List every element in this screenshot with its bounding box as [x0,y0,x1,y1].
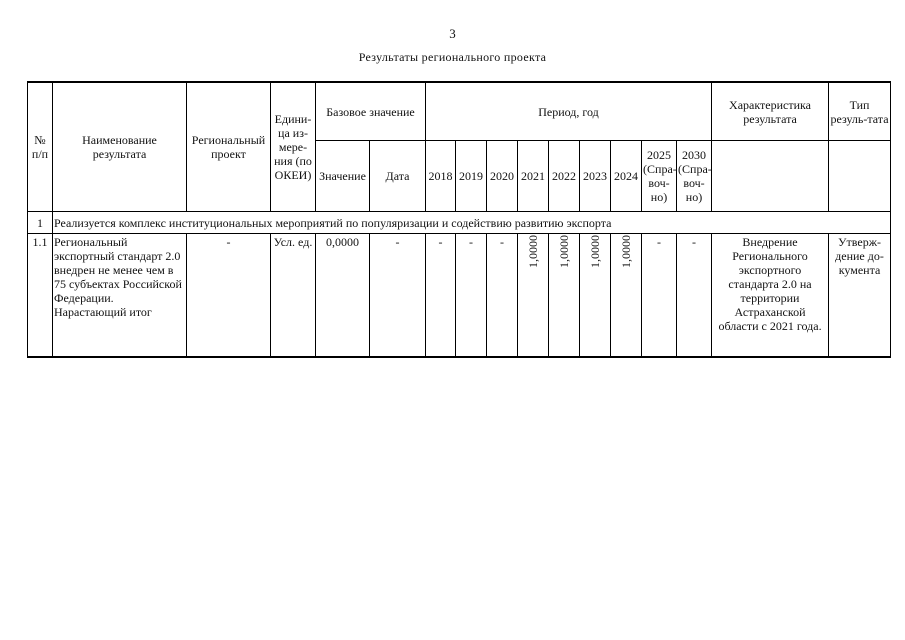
row-value-2024-cell [611,234,642,358]
row-base-value: 0,0000 [316,234,370,358]
row-value-2023: 1,0000 [588,235,603,268]
page-number: 3 [449,26,456,41]
header-row-1 [28,82,891,141]
section-row [28,212,891,234]
header-year-2024: 2024 [611,141,642,212]
row-name: Региональный экспортный стандарт 2.0 внедрен не менее чем в 75 субъектах Российской Федерации. Нарастающий итог [53,234,187,358]
header-year-2019: 2019 [456,141,487,212]
header-year-2020: 2020 [487,141,518,212]
header-base-value: Значение [316,141,370,212]
page-title: Результаты регионального проекта [358,50,547,64]
row-value-2022: 1,0000 [557,235,572,268]
header-type: Тип резуль-тата [829,82,891,141]
header-year-2025: 2025 (Спра-воч-но) [642,141,677,212]
row-project: - [187,234,271,358]
header-name: Наименование результата [53,82,187,212]
header-num: № п/п [28,82,53,212]
row-value-2030: - [677,234,712,358]
header-characteristic-empty [712,141,829,212]
section-num: 1 [28,212,53,234]
header-year-2030: 2030 (Спра-воч-но) [677,141,712,212]
row-value-2020: - [487,234,518,358]
header-project: Региональный проект [187,82,271,212]
header-period: Период, год [426,82,712,141]
header-year-2021: 2021 [518,141,549,212]
header-year-2018: 2018 [426,141,456,212]
table-row [28,234,891,358]
row-value-2022-cell [549,234,580,358]
header-characteristic: Характеристика результата [712,82,829,141]
row-characteristic: Внедрение Регионального экспортного стандарта 2.0 на территории Астраханской области с 2021 года. [712,234,829,358]
row-num: 1.1 [28,234,53,358]
header-type-empty [829,141,891,212]
header-year-2022: 2022 [549,141,580,212]
row-base-date: - [370,234,426,358]
row-value-2023-cell [580,234,611,358]
row-value-2019: - [456,234,487,358]
row-value-2025: - [642,234,677,358]
row-type: Утверж-дение до-кумента [829,234,891,358]
row-value-2021: 1,0000 [526,235,541,268]
header-unit: Едини-ца из-мере-ния (по ОКЕИ) [271,82,316,212]
row-unit: Усл. ед. [271,234,316,358]
row-value-2021-cell [518,234,549,358]
header-base-date: Дата [370,141,426,212]
header-base: Базовое значение [316,82,426,141]
row-value-2018: - [426,234,456,358]
results-table [27,81,891,358]
row-value-2024: 1,0000 [619,235,634,268]
section-title: Реализуется комплекс институциональных мероприятий по популяризации и содействию развитию экспорта [53,212,891,234]
header-year-2023: 2023 [580,141,611,212]
